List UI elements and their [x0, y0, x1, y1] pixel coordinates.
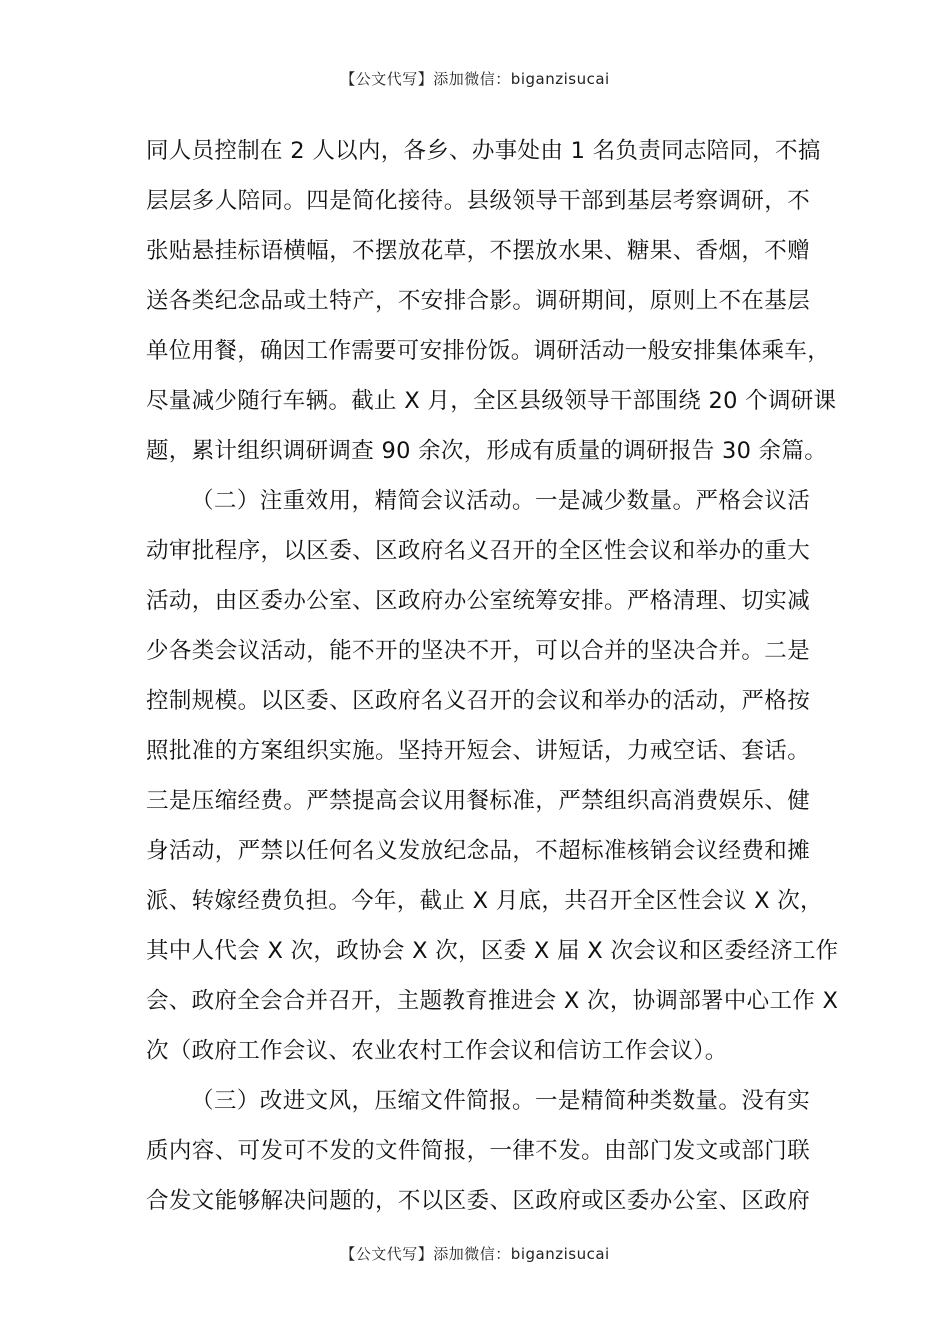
page-header: 【公文代写】添加微信：biganzisucai [340, 70, 610, 88]
text-line: 送各类纪念品或土特产，不安排合影。调研期间，原则上不在基层 [146, 288, 810, 314]
text-line: 尽量减少随行车辆。截止 X 月，全区县级领导干部围绕 20 个调研课 [146, 388, 837, 414]
text-line: 同人员控制在 2 人以内，各乡、办事处由 1 名负责同志陪同，不搞 [146, 138, 821, 164]
text-line: 照批准的方案组织实施。坚持开短会、讲短话，力戒空话、套话。 [146, 738, 810, 764]
text-line: 派、转嫁经费负担。今年，截止 X 月底，共召开全区性会议 X 次， [146, 888, 823, 914]
text-line: 动审批程序，以区委、区政府名义召开的全区性会议和举办的重大 [146, 538, 810, 564]
text-line: 控制规模。以区委、区政府名义召开的会议和举办的活动，严格按 [146, 688, 810, 714]
text-line: 单位用餐，确因工作需要可安排份饭。调研活动一般安排集体乘车， [146, 338, 831, 364]
text-line: 活动，由区委办公室、区政府办公室统筹安排。严格清理、切实减 [146, 588, 810, 614]
paragraph-first-line: （三）改进文风，压缩文件简报。一是精简种类数量。没有实 [191, 1088, 810, 1114]
text-line: 张贴悬挂标语横幅，不摆放花草，不摆放水果、糖果、香烟，不赠 [146, 238, 810, 264]
document-body [146, 128, 839, 1228]
text-line: 合发文能够解决问题的，不以区委、区政府或区委办公室、区政府 [146, 1188, 810, 1214]
text-line: 质内容、可发可不发的文件简报，一律不发。由部门发文或部门联 [146, 1138, 810, 1164]
text-line: 三是压缩经费。严禁提高会议用餐标准，严禁组织高消费娱乐、健 [146, 788, 810, 814]
text-line: 次（政府工作会议、农业农村工作会议和信访工作会议）。 [146, 1038, 728, 1064]
text-line: 少各类会议活动，能不开的坚决不开，可以合并的坚决合并。二是 [146, 638, 810, 664]
page-footer: 【公文代写】添加微信：biganzisucai [340, 1245, 610, 1263]
text-line: 会、政府全会合并召开，主题教育推进会 X 次，协调部署中心工作 X [146, 988, 839, 1014]
text-line: 身活动，严禁以任何名义发放纪念品，不超标准核销会议经费和摊 [146, 838, 810, 864]
text-line: 层层多人陪同。四是简化接待。县级领导干部到基层考察调研，不 [146, 188, 810, 214]
text-line: 题，累计组织调研调查 90 余次，形成有质量的调研报告 30 余篇。 [146, 438, 828, 464]
paragraph-first-line: （二）注重效用，精简会议活动。一是减少数量。严格会议活 [191, 488, 810, 514]
text-line: 其中人代会 X 次，政协会 X 次，区委 X 届 X 次会议和区委经济工作 [146, 938, 839, 964]
